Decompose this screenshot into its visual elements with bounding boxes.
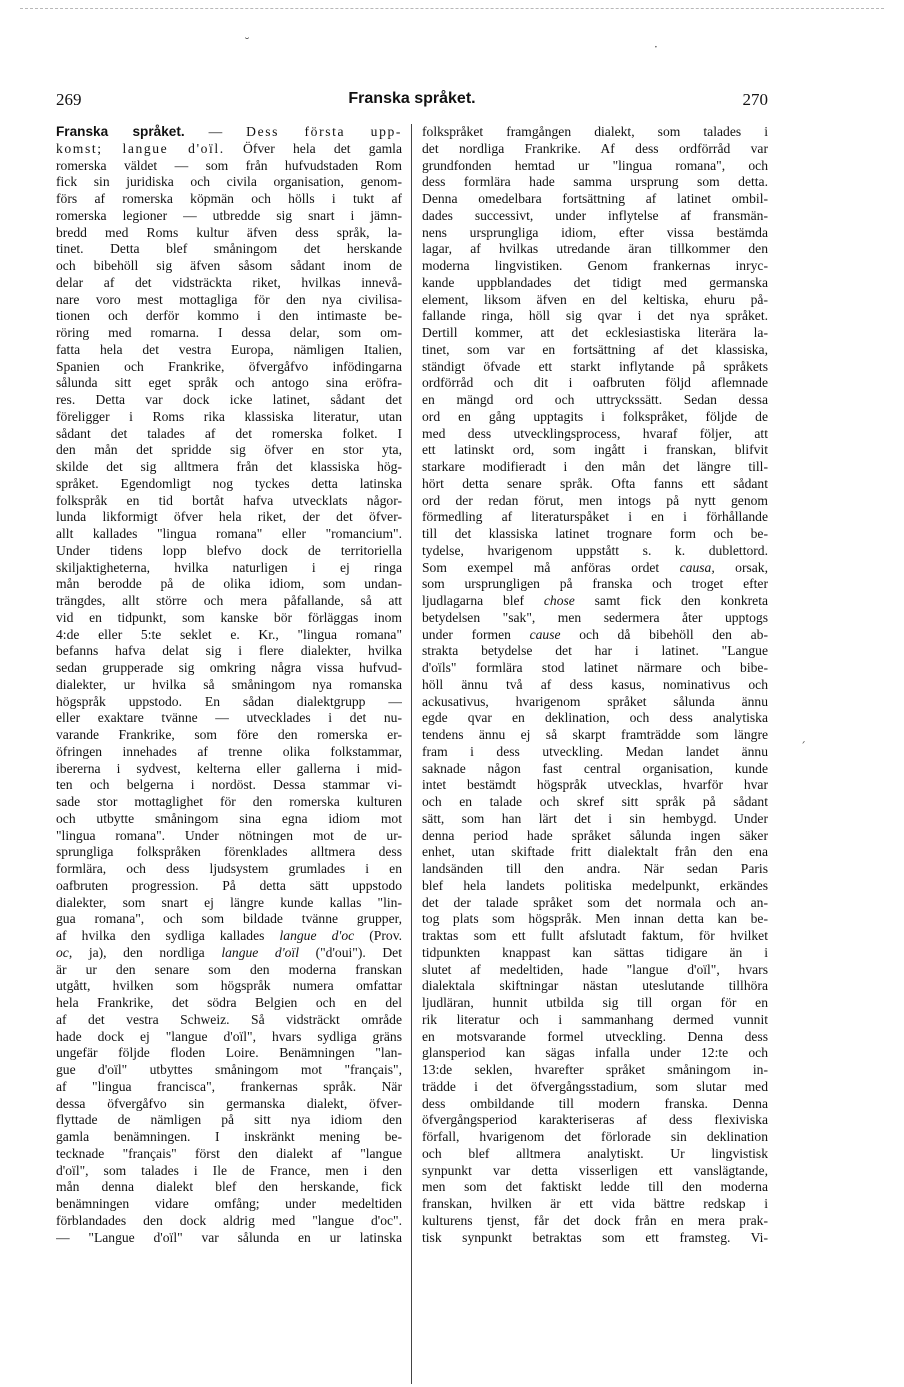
text-line: är ur den senare som den moderna franskan xyxy=(56,961,402,977)
text-line: dialekter, ur hvilka så småningom nya romanska xyxy=(56,676,402,692)
text-line: fick sin juridiska och civila organisation, genom- xyxy=(56,174,402,190)
text-line: res. Detta var dock icke latinet, sådant det xyxy=(56,392,402,407)
text-line: d'oïl", som talades i Ile de France, men i den xyxy=(56,1162,402,1178)
text-line xyxy=(422,593,768,610)
text-line: ungefär följde floden Loire. Benämningen "lan- xyxy=(56,1045,402,1061)
entry-subtitle: Dess första upp- xyxy=(246,124,402,139)
text-line: tisk synpunkt betraktas som ett framsteg. Vi- xyxy=(422,1229,768,1245)
text-line: sade stor mottaglighet för den romerska kulturen xyxy=(56,794,402,809)
text-line: mån berodde på de olika idiom, som undan- xyxy=(56,576,402,592)
text-line: som ursprungligen på franska och troget efter xyxy=(422,576,768,592)
text-line: — "Langue d'oïl" var sålunda en ur latinska xyxy=(56,1229,402,1245)
text-line: och blef alltmera analytiskt. Ur lingvistisk xyxy=(422,1145,768,1161)
text-line: och bibehöll sig äfven såsom sådant inom de xyxy=(56,258,402,273)
text-line: strakta betydelse det har i latinet. "Langue xyxy=(422,643,768,659)
italic-term: cause xyxy=(529,626,561,642)
text-line xyxy=(422,627,768,644)
right-column xyxy=(422,124,768,1246)
right-lines-block-a xyxy=(422,124,768,560)
text-line: blef hela landets politiska medelpunkt, erkändes xyxy=(422,877,768,893)
text-line: 13:de seklen, hvarefter språket småningom in- xyxy=(422,1062,768,1077)
italic-term: causa, xyxy=(679,559,715,575)
text-line: en motsvarande formel utveckling. Denna dess xyxy=(422,1028,768,1044)
text-line: sedan grupperade sig omkring några vissa hufvud- xyxy=(56,660,402,675)
entry-headword: Franska språket. xyxy=(56,124,185,139)
text-line: tendens ännu ej så skarpt framträdde som längre xyxy=(422,727,768,742)
text-line: utgått, hvilken som högspråk numera omfattar xyxy=(56,978,402,994)
text-line: eller exaktare tvänne — utvecklades i det nu- xyxy=(56,710,402,726)
text-line: ibererna i sydvest, kelterna eller gallerna i mid- xyxy=(56,760,402,776)
text-line: den mån det spridde sig öfver en stor yta, xyxy=(56,442,402,458)
running-header xyxy=(56,90,768,114)
text-line: trädde i det öfvergångsstadium, som slutar med xyxy=(422,1078,768,1094)
text-line: starkare modifieradt i den mån det längre till- xyxy=(422,459,768,474)
text-line: gue d'oïl" utbyttes småningom mot "français", xyxy=(56,1062,402,1077)
text-line: lunda likformigt öfver hela riket, der det öfver- xyxy=(56,509,402,525)
text-line: ständigt öfvade ett starkt inflytande på språkets xyxy=(422,358,768,374)
text-line: skiljaktigheterna, hvilka naturligen i ej ringa xyxy=(56,559,402,575)
text-line: af det vestra Schweiz. Så vidsträckt område xyxy=(56,1011,402,1027)
text-run: ("d'oui"). Det xyxy=(298,944,402,960)
text-line: Under tidens lopp blefvo dock de territoriella xyxy=(56,542,402,558)
text-line: höll ännu två af dess kasus, nominativus och xyxy=(422,676,768,692)
right-lines-block-b xyxy=(422,643,768,1246)
page-number-left: 269 xyxy=(56,90,82,109)
text-line: folkspråket framgången dialekt, som talades i xyxy=(422,124,768,139)
text-line: enhet, utan skiftade fritt dialektalt från den ena xyxy=(422,844,768,860)
text-line xyxy=(56,928,402,945)
text-run: Öfver hela det gamla xyxy=(224,140,402,156)
page-number-right: 270 xyxy=(742,90,768,109)
text-line: sådant det talades af det romerska folket. I xyxy=(56,425,402,441)
text-line: glansperiod kan sägas infalla under 12:te och xyxy=(422,1045,768,1061)
text-line: sätt, som han lärt det i sin hembygd. Under xyxy=(422,810,768,826)
text-line: kande uppblandades det tidigt med germanska xyxy=(422,274,768,290)
text-line: Denna omedelbara fortsättning af latinet ombil- xyxy=(422,191,768,206)
text-line: språket. Egendomligt nog tyckes detta latinska xyxy=(56,475,402,491)
text-line: föreligger i Roms rika klassiska literatur, utan xyxy=(56,408,402,424)
text-line: ord der redan förut, men intogs på nytt genom xyxy=(422,492,768,508)
text-line: tidpunkten knappast kan sättas tidigare än i xyxy=(422,944,768,960)
text-line: rik literatur och i sammanhang dermed vunnit xyxy=(422,1011,768,1027)
text-line: sålunda sitt eget språk och antogo sina eröfra- xyxy=(56,375,402,391)
text-line: dessa öfvergåfvo sin germanska dialekt, öfver- xyxy=(56,1095,402,1111)
text-line: tydelse, hvarigenom uppstått s. k. dublettord. xyxy=(422,542,768,558)
text-line: men som det faktiskt ledde till den moderna xyxy=(422,1179,768,1195)
text-line: skilde det sig alltmera från det klassiska hög- xyxy=(56,459,402,474)
text-run: Som exempel må anföras ordet xyxy=(422,559,680,575)
text-line: ord en gång upptagits i folkspråket, följde de xyxy=(422,408,768,424)
entry-dash: — xyxy=(184,124,247,139)
text-line: bredd med Roms kultur äfven dess språk, la- xyxy=(56,224,402,240)
text-line: mån denna dialekt blef den herskande, fick xyxy=(56,1179,402,1195)
text-line: till det klassiska latinet trognare form och be- xyxy=(422,526,768,541)
text-line: ten och belgerna i nordöst. Dessa stammar vi- xyxy=(56,777,402,793)
text-line: fram i dess utveckling. Medan landet ännu xyxy=(422,743,768,759)
entry-subtitle-cont: komst; langue d'oïl. xyxy=(56,140,225,156)
text-line: 4:de eller 5:te seklet e. Kr., "lingua romana" xyxy=(56,626,402,642)
text-run: orsak, xyxy=(714,559,768,575)
text-line xyxy=(56,945,402,962)
left-lines-block xyxy=(56,158,402,929)
text-line: fatta hela det vestra Europa, nämligen Italien, xyxy=(56,341,402,357)
text-line: tecknade "français" först den dialekt af "langue xyxy=(56,1145,402,1161)
text-line: saknade någon fast central organisation, kunde xyxy=(422,760,768,776)
text-line: förfall, hvarigenom det förlorade sin deklination xyxy=(422,1129,768,1144)
text-line: landsänden till den andra. När sedan Paris xyxy=(422,861,768,876)
italic-term: oc xyxy=(56,944,69,960)
text-line: formlära, och dess ljudsystem grumlades i en xyxy=(56,861,402,876)
text-run: under formen xyxy=(422,626,530,642)
text-line: af "lingua francisca", frankernas språk. När xyxy=(56,1078,402,1094)
text-line: traktas som ett fullt afslutadt faktum, för hvilket xyxy=(422,928,768,943)
text-line: synpunkt var detta visserligen ett vanslägtande, xyxy=(422,1162,768,1178)
text-line xyxy=(422,560,768,577)
text-line: franskan, hvilken är ett vida bättre redskap i xyxy=(422,1196,768,1211)
text-line: öfringen innehades af trenne olika folkstammar, xyxy=(56,743,402,759)
text-run: ljudlagarna blef xyxy=(422,593,544,608)
text-run: af hvilka den sydliga kallades xyxy=(56,928,280,943)
text-line: det nordliga Frankrike. Af dess ordförråd var xyxy=(422,140,768,156)
scan-top-edge xyxy=(20,8,884,9)
text-line: grundfonden hemtad ur "lingua romana", och xyxy=(422,157,768,173)
text-line: förblandades den dock aldrig med "langue d'oc". xyxy=(56,1212,402,1228)
text-line: förs af romerska köpmän och hölls i tukt af xyxy=(56,191,402,206)
text-line: delar af det vidsträckta riket, hvilkas innevå- xyxy=(56,274,402,290)
text-line: Dertill kommer, att det ecklesiastiska literära la- xyxy=(422,325,768,340)
scan-speck: ˊ xyxy=(800,740,806,754)
text-line xyxy=(56,141,402,158)
text-line: en mängd ord och uttryckssätt. Sedan dessa xyxy=(422,392,768,407)
column-divider xyxy=(411,124,412,1384)
text-line: vid en tidpunkt, som kanske bör förläggas inom xyxy=(56,609,402,625)
text-line: kulturens tjenst, får det dock från en mera prak- xyxy=(422,1212,768,1228)
text-line: ljudläran, hunnit utbilda sig till organ för en xyxy=(422,995,768,1010)
text-line: benämningen vidare omfång; under medeltiden xyxy=(56,1196,402,1211)
text-line: varande Frankrike, som före den romerska er- xyxy=(56,727,402,742)
text-line: och en talade och skref sitt språk på sådant xyxy=(422,794,768,809)
text-line: intet bestämdt högspråk utvecklas, hvarför hvar xyxy=(422,777,768,793)
text-run: , ja), den nordliga xyxy=(68,944,222,960)
text-line: tog plats som högspråk. Men innan detta kan be- xyxy=(422,911,768,927)
text-line: betydelsen "sak", men sedermera åter upptogs xyxy=(422,609,768,625)
text-line: lagar, af hvilkas utredande äran tillkommer den xyxy=(422,241,768,257)
text-line: romerska legioner — utbredde sig snart i jämn- xyxy=(56,207,402,223)
text-line: trängdes, allt större och mera påfallande, så att xyxy=(56,593,402,608)
text-line: tinet. Detta blef småningom det herskande xyxy=(56,241,402,257)
text-line: tinet, som var en fortsättning af det klassiska, xyxy=(422,341,768,357)
running-title: Franska språket. xyxy=(348,90,476,107)
text-line: hela Frankrike, det södra Belgien och en del xyxy=(56,995,402,1010)
italic-term: langue d'oc xyxy=(279,928,355,943)
text-line: element, liksom äfven en del keltiska, ehuru på- xyxy=(422,291,768,307)
text-line: nare voro mest mottagliga för den nya civilisa- xyxy=(56,291,402,307)
left-column xyxy=(56,124,402,1246)
text-line: befanns hafva delat sig i flere dialekter, hvilka xyxy=(56,643,402,659)
text-line: d'oïls" formlära stod latinet närmare och bibe- xyxy=(422,660,768,675)
text-line: fallande ringa, höll sig qvar i det nya språket. xyxy=(422,308,768,324)
italic-term: chose xyxy=(543,593,575,608)
scan-speck: ˘ xyxy=(244,36,250,50)
text-line: förmedling af literaturspåket i en i förhållande xyxy=(422,509,768,525)
text-line: det der talade språket som det normala och an- xyxy=(422,894,768,910)
text-line: öfvergångsperiod karakteriseras af dess flexiviska xyxy=(422,1112,768,1128)
text-line: dades successivt, under inflytelse af fransmän- xyxy=(422,207,768,223)
text-line: egde qvar en deklination, och dess analytiska xyxy=(422,710,768,726)
text-line: oafbruten progression. På detta sätt uppstodo xyxy=(56,877,402,893)
text-line: nens ursprungliga idiom, efter vissa bestämda xyxy=(422,224,768,240)
text-line: ett latinskt ord, som ingått i franskan, blifvit xyxy=(422,442,768,458)
scan-speck: · xyxy=(654,40,658,54)
text-run: och då bibehöll den ab- xyxy=(560,626,768,642)
text-run: (Prov. xyxy=(354,928,402,943)
text-line: högspråk uppstodo. En sådan dialektgrupp — xyxy=(56,693,402,709)
text-line: dess formlära hade samma ursprung som detta. xyxy=(422,174,768,190)
text-line: gua romana", och som bildade tvänne grupper, xyxy=(56,911,402,927)
text-line: Spanien och Frankrike, öfvergåfvo infödingarna xyxy=(56,358,402,374)
text-line: dialekter, som snart ej längre kunde kallas "lin- xyxy=(56,894,402,910)
text-line: folkspråk en tid bortåt hafva utvecklats någor- xyxy=(56,492,402,508)
text-line: röring med romarna. I dessa delar, som om- xyxy=(56,325,402,340)
text-line: med dess utvecklingsprocess, hvaraf följer, att xyxy=(422,425,768,441)
left-lines-end-block xyxy=(56,962,402,1247)
text-line: romerska väldet — som från hufvudstaden Rom xyxy=(56,157,402,173)
text-line: och utbytte småningom sina egna idiom mot xyxy=(56,810,402,826)
text-line: dialektala skiftningar nästan uteslutande tillhöra xyxy=(422,978,768,994)
text-line: tionen och derför kommo i den intimaste be- xyxy=(56,308,402,324)
text-line: ackusativus, hvarigenom språket sålunda ännu xyxy=(422,693,768,709)
text-line: slutet af medeltiden, hade "langue d'oïl", hvars xyxy=(422,961,768,977)
text-line xyxy=(56,124,402,141)
text-run: samt fick den konkreta xyxy=(574,593,768,608)
text-line: "lingua romana". Under nötningen mot de ur- xyxy=(56,827,402,843)
text-line: allt kallades "lingua romana" eller "romancium". xyxy=(56,526,402,541)
text-line: flyttade de nämligen på sitt nya idiom den xyxy=(56,1112,402,1128)
text-line: denna period hade språket sålunda ingen säker xyxy=(422,827,768,843)
text-line: ordförråd och dit i oafbruten följd aflemnade xyxy=(422,375,768,391)
text-line: moderna lingvistiken. Genom frankernas inryc- xyxy=(422,258,768,273)
text-line: sprungliga folkspråken förenklades alltmera dess xyxy=(56,844,402,860)
text-line: hört detta senare språk. Ofta fanns ett sådant xyxy=(422,475,768,491)
text-line: dess ombildande till modern franska. Denna xyxy=(422,1095,768,1111)
text-line: hade dock ej "langue d'oïl", hvars sydliga gräns xyxy=(56,1028,402,1044)
text-line: gamla benämningen. I inskränkt mening be- xyxy=(56,1129,402,1144)
italic-term: langue d'oïl xyxy=(221,944,299,960)
